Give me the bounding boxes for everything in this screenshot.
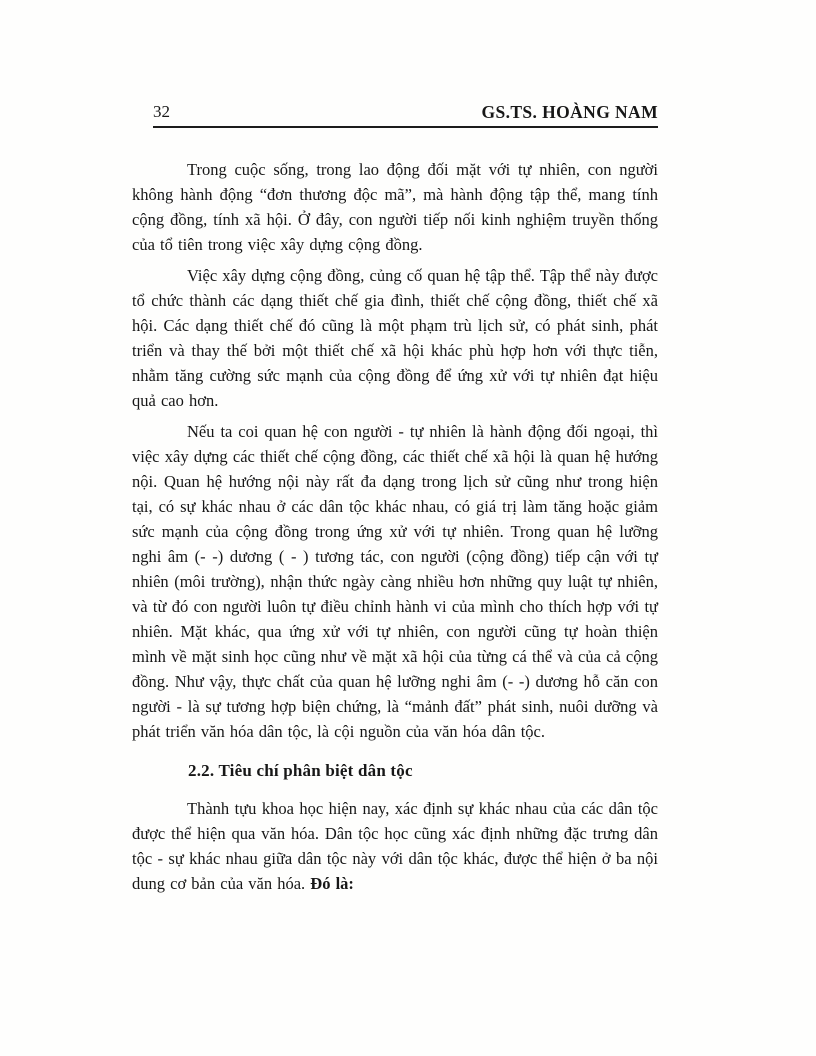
section-heading: 2.2. Tiêu chí phân biệt dân tộc (188, 761, 413, 780)
paragraph-2: Việc xây dựng cộng đồng, củng cố quan hệ tập thể. Tập thể này được tổ chức thành các dạng thiết chế gia đình, thiết chế cộng đồng, thiết chế xã hội. Các dạng thiết chế đó cũng là một phạm trù lịch sử, có phát sinh, phát triển và thay thế bởi một thiết chế xã hội khác phù hợp hơn với thực tiễn, nhằm tăng cường sức mạnh của cộng đồng để ứng xử với tự nhiên đạt hiệu quả cao hơn. (132, 266, 658, 410)
page-header (153, 102, 658, 128)
running-header-title: GS.TS. HOÀNG NAM (481, 102, 658, 122)
paragraph-1: Trong cuộc sống, trong lao động đối mặt với tự nhiên, con người không hành động “đơn thương độc mã”, mà hành động tập thể, mang tính cộng đồng, tính xã hội. Ở đây, con người tiếp nối kinh nghiệm truyền thống của tổ tiên trong việc xây dựng cộng đồng. (132, 160, 658, 254)
paragraph-4-bold-tail: Đó là: (310, 874, 354, 893)
paragraph-4 (132, 796, 658, 896)
body-text (132, 157, 658, 896)
page-number: 32 (153, 102, 170, 121)
paragraph-3: Nếu ta coi quan hệ con người - tự nhiên là hành động đối ngoại, thì việc xây dựng các thiết chế cộng đồng, các thiết chế xã hội là quan hệ hướng nội. Quan hệ hướng nội này rất đa dạng trong lịch sử cũng như trong hiện tại, có sự khác nhau ở các dân tộc khác nhau, có giá trị làm tăng hoặc giảm sức mạnh của cộng đồng trong ứng xử với tự nhiên. Trong quan hệ lưỡng nghi âm (- -) dương ( - ) tương tác, con người (cộng đồng) tiếp cận với tự nhiên (môi trường), nhận thức ngày càng nhiều hơn những quy luật tự nhiên, và từ đó con người luôn tự điều chỉnh hành vi của mình cho thích hợp với tự nhiên. Mặt khác, qua ứng xử với tự nhiên, con người cũng tự hoàn thiện mình về mặt sinh học cũng như về mặt xã hội của từng cá thể và của cả cộng đồng. Như vậy, thực chất của quan hệ lưỡng nghi âm (- -) dương hỗ căn con người - là sự tương hợp biện chứng, là “mảnh đất” phát sinh, nuôi dưỡng và phát triển văn hóa dân tộc, là cội nguồn của văn hóa dân tộc. (132, 422, 658, 741)
page-content (132, 102, 658, 902)
paragraph-4-text: Thành tựu khoa học hiện nay, xác định sự khác nhau của các dân tộc được thể hiện qua văn hóa. Dân tộc học cũng xác định những đặc trưng dân tộc - sự khác nhau giữa dân tộc này với dân tộc khác, được thể hiện ở ba nội dung cơ bản của văn hóa. (132, 799, 658, 893)
